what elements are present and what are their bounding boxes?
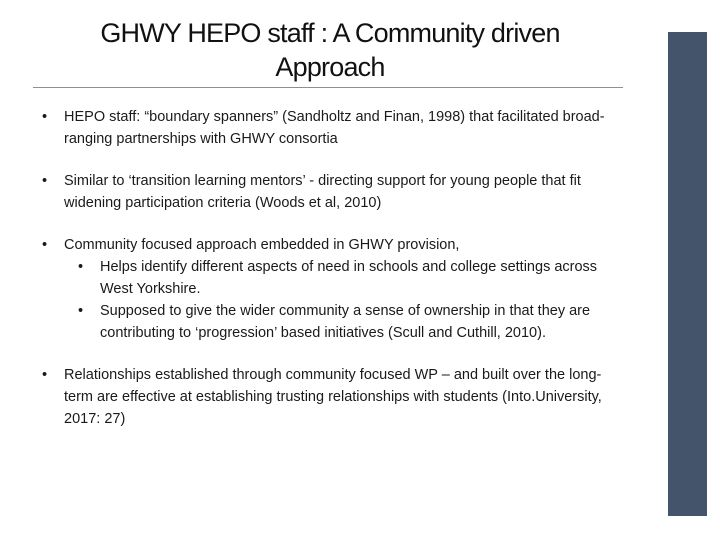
title-divider xyxy=(33,87,623,88)
slide-title xyxy=(30,16,630,84)
bullet-item xyxy=(40,170,630,214)
accent-side-bar xyxy=(668,32,707,516)
sub-bullet-text: Helps identify different aspects of need in schools and college settings across West Yorkshire. xyxy=(100,259,598,297)
title-line-1: GHWY HEPO staff : A Community driven xyxy=(100,18,560,48)
bullet-text: Similar to ‘transition learning mentors’ - directing support for young people that fit widening participation criteria (Woods et al, 2010) xyxy=(64,173,581,211)
bullet-icon: • xyxy=(42,173,48,189)
sub-bullet-item xyxy=(40,256,630,300)
bullet-icon: • xyxy=(42,367,48,383)
bullet-item xyxy=(40,234,630,344)
sub-bullet-item xyxy=(40,300,630,344)
bullet-item xyxy=(40,364,630,430)
bullet-icon: • xyxy=(42,109,48,125)
bullet-text: HEPO staff: “boundary spanners” (Sandholtz and Finan, 1998) that facilitated broad-ranging partnerships with GHWY consortia xyxy=(64,109,605,147)
bullet-text: Community focused approach embedded in GHWY provision, xyxy=(64,237,460,253)
sub-bullet-text: Supposed to give the wider community a sense of ownership in that they are contributing to ‘progression’ based initiatives (Scull and Cuthill, 2010). xyxy=(100,303,591,341)
bullet-list xyxy=(40,106,630,450)
title-line-2: Approach xyxy=(275,52,385,82)
bullet-icon: • xyxy=(42,237,48,253)
sub-bullet-icon: • xyxy=(78,259,84,275)
bullet-text: Relationships established through community focused WP – and built over the long-term are effective at establishing trusting relationships with students (Into.University, 2017: 27) xyxy=(64,367,602,427)
sub-bullet-icon: • xyxy=(78,303,84,319)
bullet-item xyxy=(40,106,630,150)
